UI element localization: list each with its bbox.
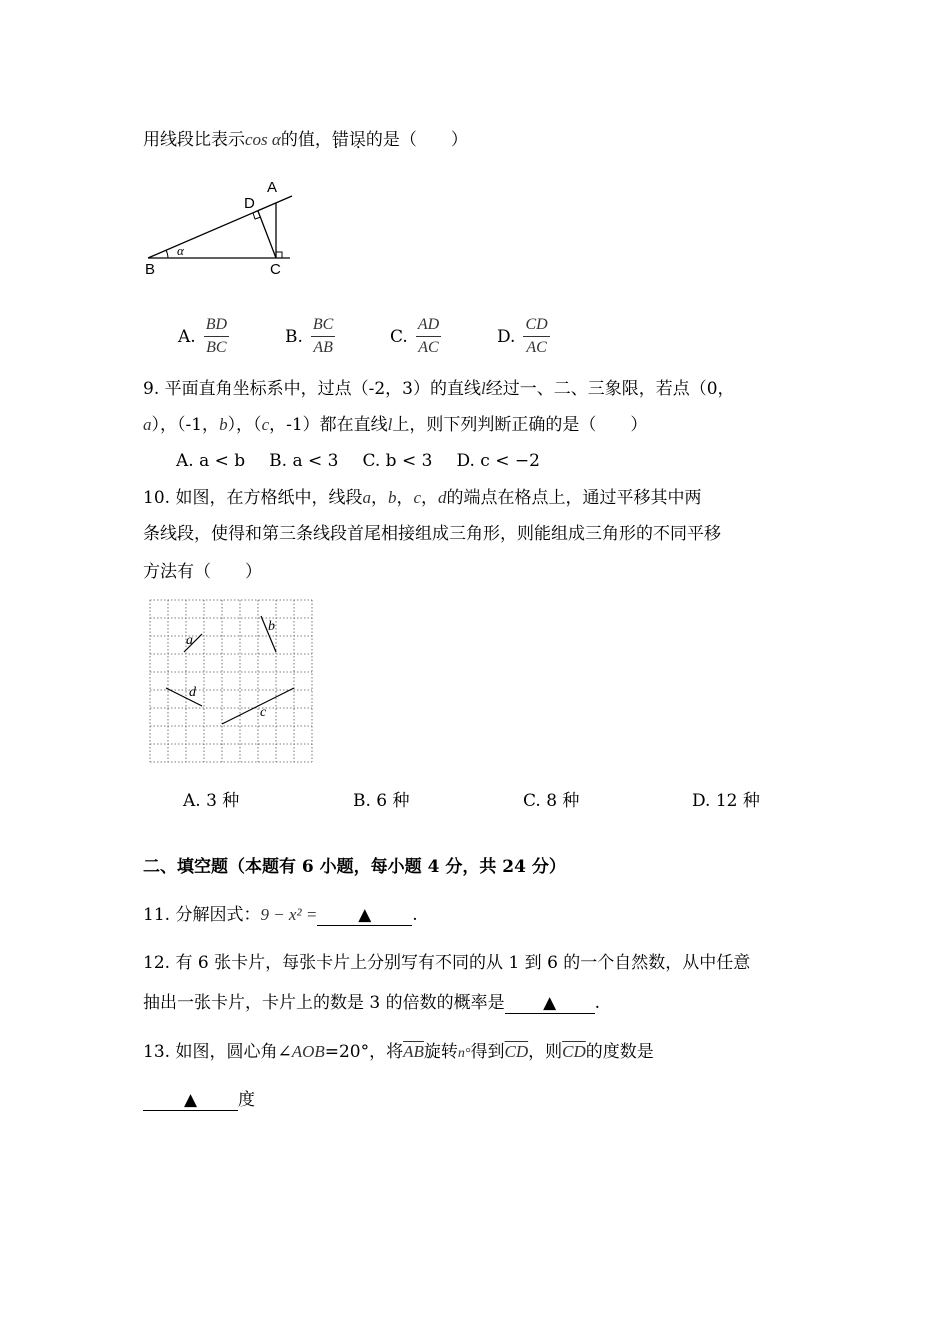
q11: 11. 分解因式：9 − x² = ▲ .: [143, 905, 418, 925]
q12-line2: 抽出一张卡片，卡片上的数是 3 的倍数的概率是 ▲ .: [143, 993, 601, 1013]
q10-option-c[interactable]: C. 8 种: [523, 791, 580, 811]
q10-line1: 10. 如图，在方格纸中，线段a，b，c，d的端点在格点上，通过平移其中两: [143, 488, 702, 508]
q8-cos-alpha: cos α: [245, 130, 281, 149]
q8-emphasis-word: 错误 • •: [332, 130, 366, 150]
q9-option-c[interactable]: C. b < 3: [362, 451, 433, 471]
label-D: D: [244, 195, 255, 212]
q10-option-a[interactable]: A. 3 种: [183, 791, 240, 811]
right-angle-C: [276, 252, 282, 258]
section2-title: 二、填空题（本题有 6 小题，每小题 4 分，共 24 分）: [143, 857, 566, 877]
q8-option-b[interactable]: B. $\frac{BC}{AB}$: [285, 316, 334, 356]
segment-d: [166, 688, 202, 706]
q10-grid-figure: [148, 598, 318, 764]
q10-line3: 方法有（ ）: [143, 562, 262, 582]
q11-answer-blank[interactable]: ▲: [317, 907, 412, 926]
q9-option-a[interactable]: A. a < b: [176, 451, 246, 471]
q9-option-b[interactable]: B. a < 3: [269, 451, 339, 471]
line-DC: [258, 211, 276, 258]
label-alpha: α: [177, 243, 184, 258]
q13-answer-blank[interactable]: ▲: [143, 1092, 238, 1111]
q11-expression: 9 − x² =: [260, 905, 318, 924]
q8-stem: [143, 131, 468, 149]
q9-option-d[interactable]: D. c < −2: [456, 451, 540, 471]
label-b: b: [268, 619, 275, 634]
q10-option-b[interactable]: B. 6 种: [353, 791, 410, 811]
segment-c: [222, 688, 294, 724]
q13-line1: 13. 如图，圆心角∠AOB=20°，将$\overline{AB}$旋转n°得到$\overline{CD}$，则$\overline{CD}$的度数是: [143, 1042, 654, 1062]
q9-options: [176, 453, 540, 470]
q9-line1: 9. 平面直角坐标系中，过点（-2，3）的直线l经过一、二、三象限，若点（0，: [143, 379, 735, 399]
q8-stem-before: 用线段比表示: [143, 130, 245, 150]
q8-stem-middle: 的值，: [280, 130, 332, 150]
label-A: A: [267, 179, 278, 196]
label-c: c: [260, 705, 267, 720]
arc-CD: $\overline{CD}$: [504, 1042, 529, 1061]
q10-option-d[interactable]: D. 12 种: [692, 791, 760, 811]
q8-option-a[interactable]: A. $\frac{BD}{BC}$: [178, 316, 228, 356]
arc-CD-2: $\overline{CD}$: [562, 1042, 586, 1061]
q9-line2: a），（-1，b），（c，-1）都在直线l上，则下列判断正确的是（ ）: [143, 415, 648, 435]
q8-option-c[interactable]: C. $\frac{AD}{AC}$: [390, 316, 440, 356]
label-a: a: [186, 633, 193, 648]
q10-line2: 条线段，使得和第三条线段首尾相接组成三角形，则能组成三角形的不同平移: [143, 524, 721, 544]
label-B: B: [145, 261, 156, 278]
q8-triangle-figure: [140, 170, 310, 285]
q8-option-d[interactable]: D. $\frac{CD}{AC}$: [497, 316, 548, 356]
label-d: d: [189, 685, 196, 700]
arc-AB: $\overline{AB}$: [403, 1042, 424, 1061]
q13-line2: ▲ 度: [143, 1092, 255, 1111]
angle-arc-alpha: [166, 250, 168, 258]
line-BA: [148, 196, 292, 258]
q12-line1: 12. 有 6 张卡片，每张卡片上分别写有不同的从 1 到 6 的一个自然数，从中任意: [143, 953, 751, 973]
label-C: C: [270, 261, 281, 278]
q12-answer-blank[interactable]: ▲: [505, 995, 595, 1014]
q8-stem-after: 的是（ ）: [365, 130, 468, 150]
